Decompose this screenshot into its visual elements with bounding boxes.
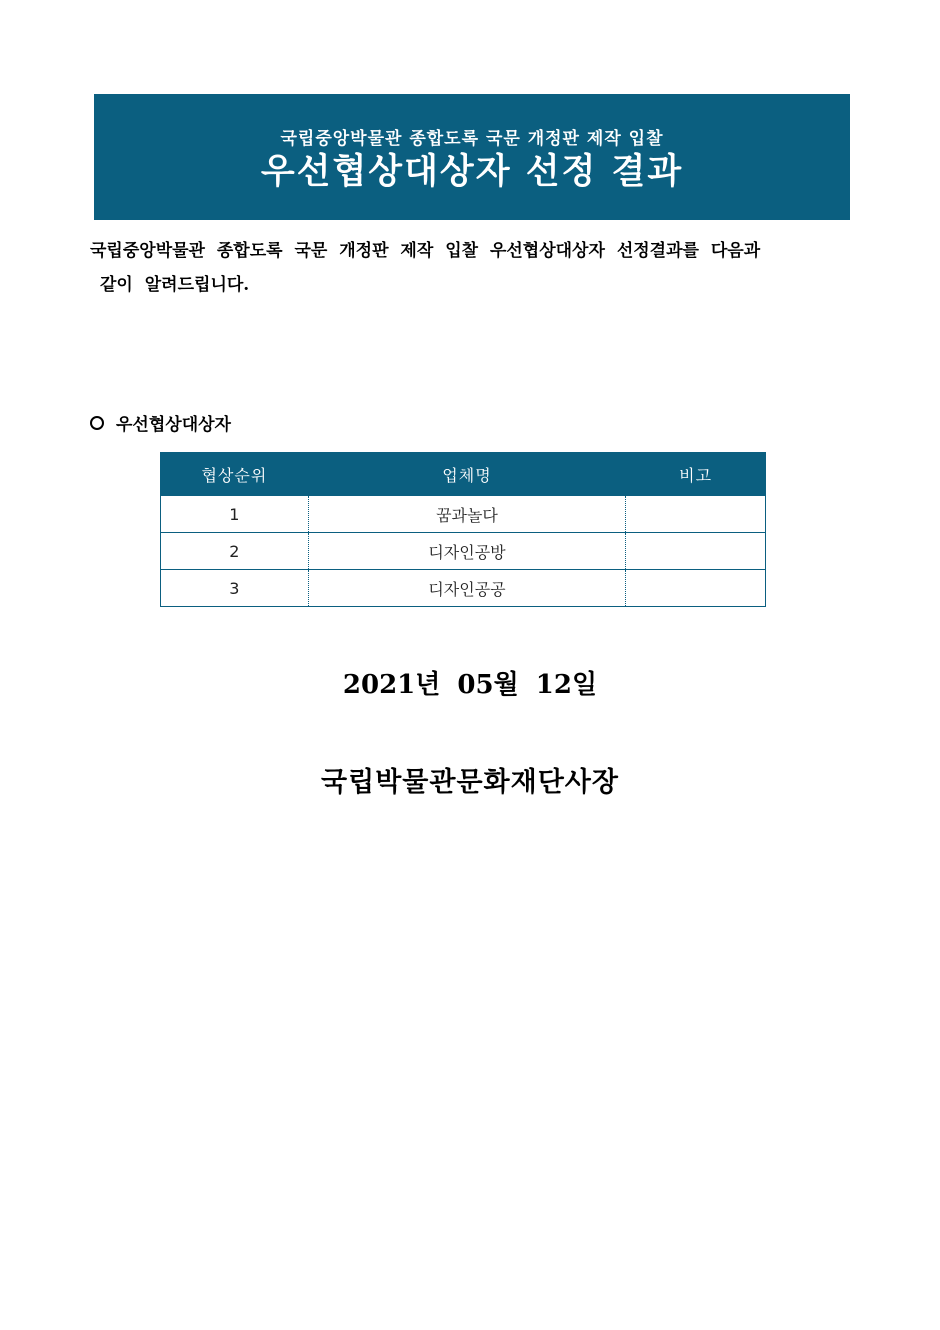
- table-row: [161, 496, 766, 533]
- cell-note: [626, 533, 766, 570]
- cell-note: [626, 570, 766, 607]
- header-company: 업체명: [308, 453, 625, 496]
- cell-company: 디자인공공: [308, 570, 625, 607]
- section-label: 우선협상대상자: [116, 415, 231, 435]
- document-date: 2021년 05월 12일: [342, 670, 598, 700]
- cell-note: [626, 496, 766, 533]
- cell-rank: 2: [161, 533, 309, 570]
- section-heading: [90, 410, 231, 435]
- table-row: [161, 533, 766, 570]
- result-table: [160, 452, 766, 607]
- document-title: 우선협상대상자 선정 결과: [260, 152, 684, 192]
- cell-company: 디자인공방: [308, 533, 625, 570]
- cell-rank: 3: [161, 570, 309, 607]
- issuer-signature: 국립박물관문화재단사장: [321, 767, 619, 798]
- header-rank: 협상순위: [161, 453, 309, 496]
- cell-rank: 1: [161, 496, 309, 533]
- intro-paragraph: [90, 234, 850, 302]
- title-banner: [94, 94, 850, 220]
- document-subtitle: 국립중앙박물관 종합도록 국문 개정판 제작 입찰: [280, 129, 664, 149]
- table-header-row: [161, 453, 766, 496]
- intro-line-2: 같이 알려드립니다.: [100, 275, 250, 295]
- table-row: [161, 570, 766, 607]
- cell-company: 꿈과놀다: [308, 496, 625, 533]
- intro-line-1: 국립중앙박물관 종합도록 국문 개정판 제작 입찰 우선협상대상자 선정결과를 다음과: [90, 241, 761, 261]
- circle-bullet-icon: [90, 416, 104, 430]
- header-note: 비고: [626, 453, 766, 496]
